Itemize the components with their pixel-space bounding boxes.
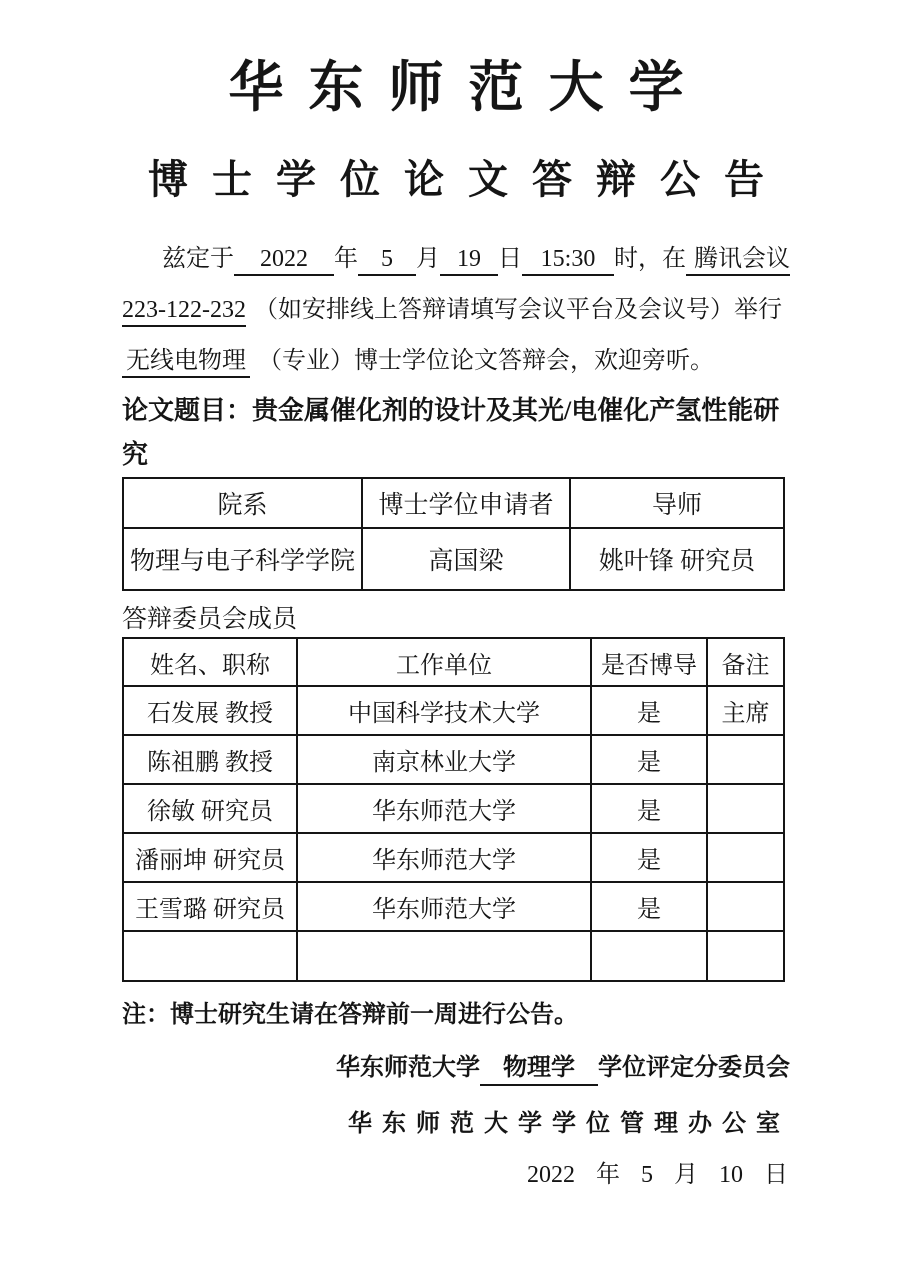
major-blank: 无线电物理 [122,346,250,378]
header-cell-workunit: 工作单位 [297,638,591,686]
cell-member-supervisor: 是 [591,686,707,735]
cell-member-name: 石发展 教授 [123,686,297,735]
announcement-line-3 [122,336,790,387]
footer-committee-suffix: 学位评定分委员会 [598,1055,790,1081]
announcement-line-2 [122,285,790,336]
announcement-line-1 [122,234,790,285]
table-row [123,686,784,735]
year-blank: 2022 [234,244,334,276]
cell-member-remark [707,735,784,784]
footer [122,1052,790,1190]
header-cell-remark: 备注 [707,638,784,686]
month-label: 月 [416,246,440,272]
applicant-table [122,477,785,591]
table-row [123,882,784,931]
header-cell-supervisor: 是否博导 [591,638,707,686]
table-row-empty [123,931,784,981]
header-cell-name-title: 姓名、职称 [123,638,297,686]
meeting-note: （如安排线上答辩请填写会议平台及会议号）举行 [253,297,782,323]
cell-member-name: 潘丽坤 研究员 [123,833,297,882]
cell-member-unit: 南京林业大学 [297,735,591,784]
meeting-id-blank: 223-122-232 [122,295,246,327]
cell-member-unit: 华东师范大学 [297,882,591,931]
header-cell-department: 院系 [123,478,362,528]
month-blank: 5 [358,244,416,276]
cell-member-supervisor: 是 [591,784,707,833]
cell-applicant: 高国梁 [362,528,570,590]
cell-member-supervisor: 是 [591,882,707,931]
thesis-title-line [122,389,790,477]
time-label: 时，在 [614,246,686,272]
cell-member-name: 徐敏 研究员 [123,784,297,833]
venue-blank: 腾讯会议 [686,244,790,276]
day-label: 日 [498,246,522,272]
time-blank: 15:30 [522,244,614,276]
footer-university-name: 华东师范大学 [336,1055,480,1081]
table-data-row [123,528,784,590]
cell-member-name: 王雪璐 研究员 [123,882,297,931]
table-row [123,735,784,784]
cell-member-remark [707,882,784,931]
footer-committee-line [122,1052,790,1086]
note-line: 注：博士研究生请在答辩前一周进行公告。 [122,1002,578,1028]
cell-member-supervisor [591,931,707,981]
table-row [123,784,784,833]
cell-member-remark [707,784,784,833]
announcement-prefix: 兹定于 [162,246,234,272]
cell-member-supervisor: 是 [591,833,707,882]
cell-member-remark: 主席 [707,686,784,735]
day-blank: 19 [440,244,498,276]
table-row [123,833,784,882]
cell-department: 物理与电子科学学院 [123,528,362,590]
footer-office-line: 华东师范大学学位管理办公室 [348,1111,790,1137]
university-title: 华东师范大学 [228,57,709,118]
announcement-heading: 博士学位论文答辩公告 [148,157,788,202]
announcement-closing: （专业）博士学位论文答辩会，欢迎旁听。 [258,348,714,374]
cell-advisor: 姚叶锋 研究员 [570,528,784,590]
cell-member-unit [297,931,591,981]
table-header-row [123,478,784,528]
cell-member-unit: 华东师范大学 [297,784,591,833]
thesis-label: 论文题目： [122,396,253,425]
footer-date-line: 2022 年 5 月 10 日 [527,1162,788,1188]
cell-member-remark [707,931,784,981]
committee-table [122,637,785,982]
table-header-row [123,638,784,686]
header-cell-applicant: 博士学位申请者 [362,478,570,528]
cell-member-unit: 华东师范大学 [297,833,591,882]
announcement-paragraph [122,234,790,387]
footer-dept-blank: 物理学 [480,1052,598,1086]
cell-member-supervisor: 是 [591,735,707,784]
cell-member-unit: 中国科学技术大学 [297,686,591,735]
header-cell-advisor: 导师 [570,478,784,528]
committee-section-label: 答辩委员会成员 [122,606,298,633]
cell-member-name: 陈祖鹏 教授 [123,735,297,784]
year-label: 年 [334,246,358,272]
cell-member-remark [707,833,784,882]
cell-member-name [123,931,297,981]
thesis-title: 贵金属催化剂的设计及其光/电催化产氢性能研究 [122,396,780,469]
